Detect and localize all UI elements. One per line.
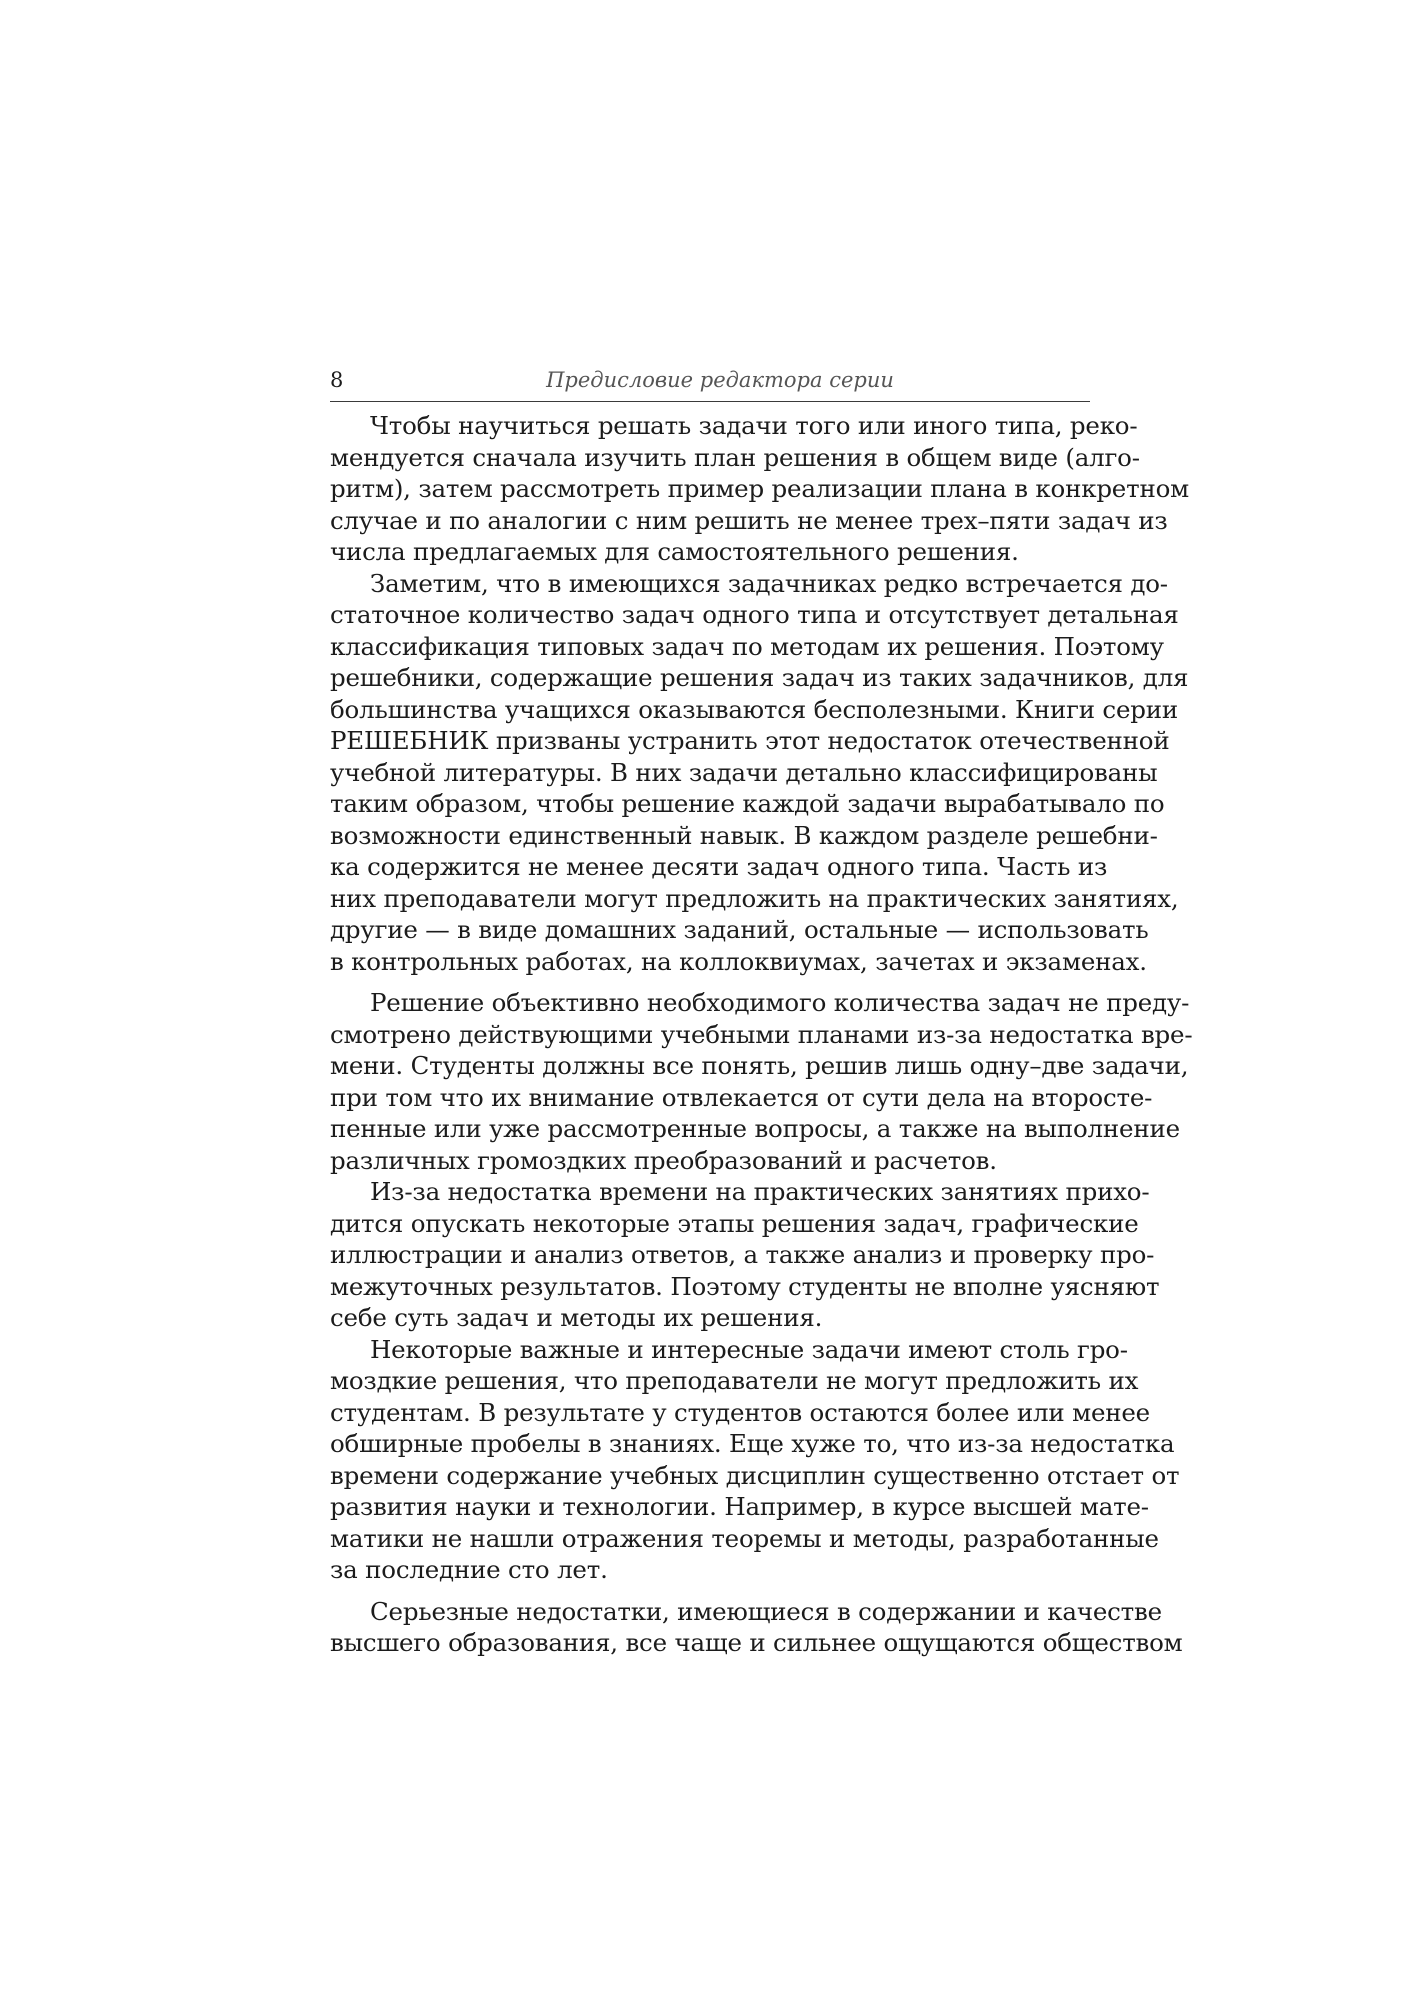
- text-line: Некоторые важные и интересные задачи имеют столь гро-: [370, 1334, 1128, 1364]
- paragraph-1: [330, 410, 1189, 568]
- text-line: при том что их внимание отвлекается от сути дела на второсте-: [330, 1082, 1153, 1112]
- text-line: РЕШЕБНИК призваны устранить этот недостаток отечественной: [330, 726, 1170, 755]
- text-line: мени. Студенты должны все понять, решив лишь одну–две задачи,: [330, 1051, 1189, 1080]
- running-header: [330, 365, 1090, 402]
- text-line: большинства учащихся оказываются бесполезными. Книги серии: [330, 694, 1178, 724]
- text-line: в контрольных работах, на коллоквиумах, зачетах и экзаменах.: [330, 946, 1147, 976]
- text-line: моздкие решения, что преподаватели не могут предложить их: [330, 1366, 1139, 1395]
- text-line: Чтобы научиться решать задачи того или иного типа, реко-: [370, 411, 1138, 440]
- text-line: смотрено действующими учебными планами из-за недостатка вре-: [330, 1019, 1193, 1049]
- text-line: межуточных результатов. Поэтому студенты не вполне уясняют: [330, 1271, 1160, 1301]
- text-line: Решение объективно необходимого количества задач не преду-: [370, 988, 1190, 1017]
- text-line: таким образом, чтобы решение каждой задачи вырабатывало по: [330, 789, 1165, 818]
- text-line: другие — в виде домашних заданий, остальные — использовать: [330, 915, 1149, 944]
- text-line: развития науки и технологии. Например, в курсе высшей мате-: [330, 1492, 1149, 1521]
- text-line: матики не нашли отражения теоремы и методы, разработанные: [330, 1523, 1159, 1553]
- text-line: решебники, содержащие решения задач из таких задачников, для: [330, 663, 1189, 692]
- text-body: [330, 410, 1193, 1659]
- text-line: иллюстрации и анализ ответов, а также анализ и проверку про-: [330, 1240, 1155, 1269]
- page-number: 8: [330, 368, 344, 392]
- text-line: ка содержится не менее десяти задач одного типа. Часть из: [330, 852, 1108, 881]
- text-line: Из-за недостатка времени на практических занятиях прихо-: [370, 1177, 1150, 1206]
- paragraph-3: [330, 987, 1193, 1176]
- paragraph-2: [330, 568, 1189, 978]
- text-line: за последние сто лет.: [330, 1555, 608, 1584]
- text-line: времени содержание учебных дисциплин существенно отстает от: [330, 1460, 1180, 1490]
- text-line: высшего образования, все чаще и сильнее ощущаются обществом: [330, 1628, 1183, 1657]
- text-line: пенные или уже рассмотренные вопросы, а также на выполнение: [330, 1114, 1180, 1143]
- text-line: числа предлагаемых для самостоятельного решения.: [330, 537, 1019, 566]
- text-line: студентам. В результате у студентов остаются более или менее: [330, 1397, 1150, 1427]
- text-line: различных громоздких преобразований и расчетов.: [330, 1145, 997, 1175]
- text-line: Серьезные недостатки, имеющиеся в содержании и качестве: [370, 1596, 1162, 1626]
- text-line: ритм), затем рассмотреть пример реализации плана в конкретном: [330, 474, 1189, 503]
- paragraph-6: [330, 1596, 1183, 1659]
- text-line: учебной литературы. В них задачи детально классифицированы: [330, 757, 1158, 787]
- text-line: обширные пробелы в знаниях. Еще хуже то, что из-за недостатка: [330, 1429, 1175, 1458]
- text-line: случае и по аналогии с ним решить не менее трех–пяти задач из: [330, 505, 1168, 535]
- text-line: возможности единственный навык. В каждом разделе решебни-: [330, 820, 1158, 850]
- text-line: статочное количество задач одного типа и отсутствует детальная: [330, 600, 1179, 629]
- text-line: мендуется сначала изучить план решения в общем виде (алго-: [330, 442, 1140, 472]
- paragraph-4: [330, 1176, 1160, 1334]
- paragraph-5: [330, 1334, 1180, 1586]
- text-line: дится опускать некоторые этапы решения задач, графические: [330, 1208, 1139, 1238]
- text-line: Заметим, что в имеющихся задачниках редко встречается до-: [370, 568, 1168, 598]
- text-line: них преподаватели могут предложить на практических занятиях,: [330, 883, 1179, 913]
- text-line: классификация типовых задач по методам их решения. Поэтому: [330, 631, 1164, 661]
- running-title: Предисловие редактора серии: [546, 368, 894, 392]
- text-line: себе суть задач и методы их решения.: [330, 1303, 823, 1332]
